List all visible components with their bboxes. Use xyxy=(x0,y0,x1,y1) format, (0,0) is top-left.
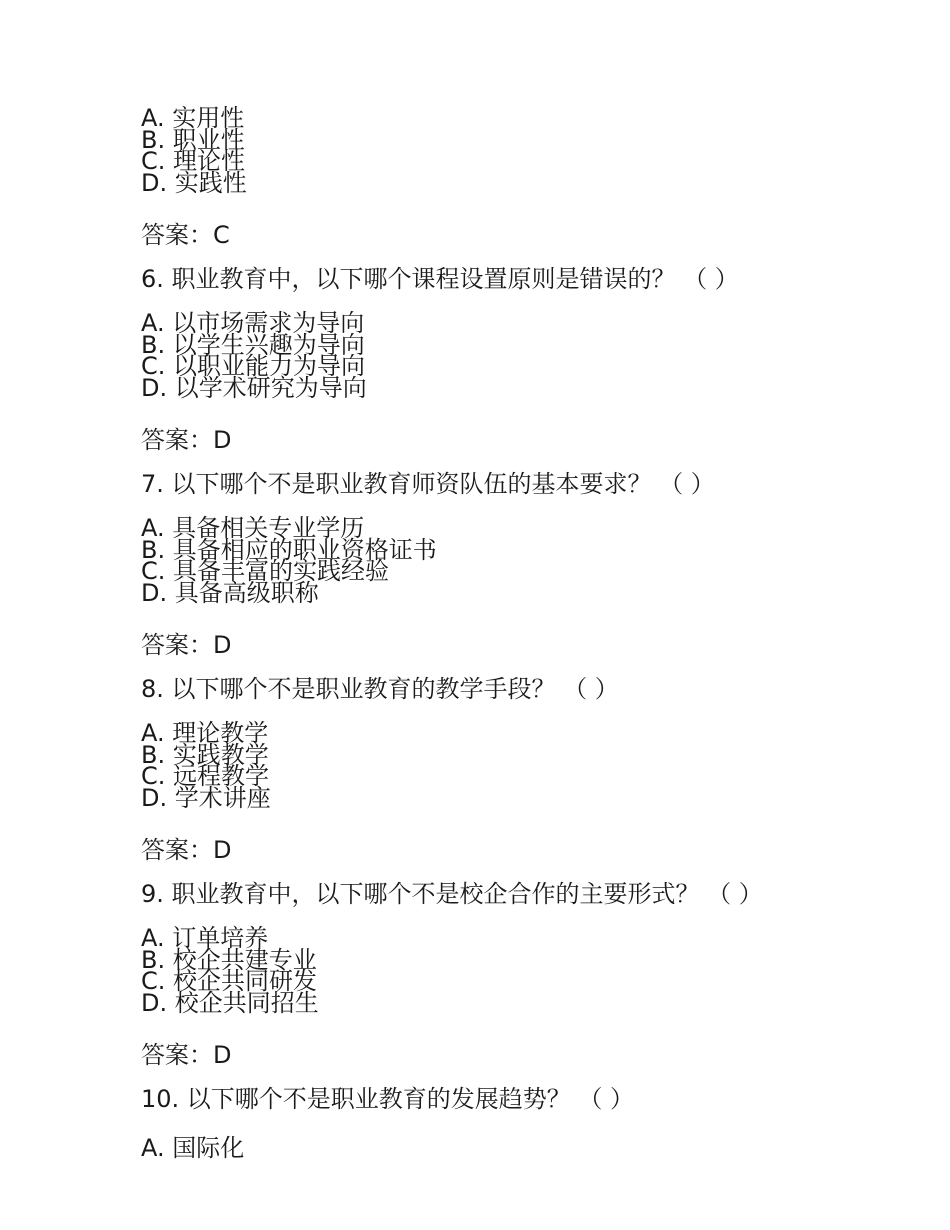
option-a: A. 国际化 xyxy=(141,1134,245,1162)
option-list xyxy=(141,1133,901,1163)
option-a: A. 订单培养 xyxy=(141,924,269,952)
option-c: C. 校企共同研发 xyxy=(141,967,318,995)
option-list xyxy=(141,309,901,402)
question-block-8 xyxy=(141,674,901,865)
option-d: D. 学术讲座 xyxy=(141,783,271,812)
answer-text: 答案：D xyxy=(141,836,232,864)
question-text: 10. 以下哪个不是职业教育的发展趋势？ （ ） xyxy=(141,1085,635,1113)
option-list xyxy=(141,514,901,607)
question-block-10 xyxy=(141,1084,901,1163)
option-c: C. 远程教学 xyxy=(141,762,270,790)
answer-text: 答案：D xyxy=(141,631,232,659)
option-c: C. 具备丰富的实践经验 xyxy=(141,557,390,585)
question-block-5 xyxy=(141,104,901,250)
answer-text: 答案：D xyxy=(141,1041,232,1069)
option-b: B. 职业性 xyxy=(141,125,245,154)
option-list xyxy=(141,719,901,812)
option-a: A. 实用性 xyxy=(141,104,245,132)
option-b: B. 校企共建专业 xyxy=(141,945,317,974)
option-a: A. 理论教学 xyxy=(141,719,269,747)
option-b: B. 具备相应的职业资格证书 xyxy=(141,535,437,564)
option-c: C. 以职业能力为导向 xyxy=(141,352,366,380)
option-d: D. 以学术研究为导向 xyxy=(141,373,367,402)
question-block-9 xyxy=(141,879,901,1070)
option-list xyxy=(141,924,901,1017)
option-list xyxy=(141,104,901,197)
answer-text: 答案：D xyxy=(141,426,232,454)
option-a: A. 具备相关专业学历 xyxy=(141,514,365,542)
option-d: D. 校企共同招生 xyxy=(141,988,319,1017)
option-b: B. 实践教学 xyxy=(141,740,269,769)
option-a: A. 以市场需求为导向 xyxy=(141,309,365,337)
question-text: 9. 职业教育中，以下哪个不是校企合作的主要形式？ （ ） xyxy=(141,880,763,908)
option-c: C. 理论性 xyxy=(141,147,246,175)
document-page xyxy=(141,104,901,1163)
option-d: D. 实践性 xyxy=(141,168,247,197)
question-text: 8. 以下哪个不是职业教育的教学手段？ （ ） xyxy=(141,675,619,703)
option-d: D. 具备高级职称 xyxy=(141,578,319,607)
question-text: 6. 职业教育中，以下哪个课程设置原则是错误的？ （ ） xyxy=(141,265,739,293)
question-text: 7. 以下哪个不是职业教育师资队伍的基本要求？ （ ） xyxy=(141,470,715,498)
question-block-6 xyxy=(141,264,901,455)
answer-text: 答案：C xyxy=(141,221,230,249)
option-b: B. 以学生兴趣为导向 xyxy=(141,330,365,359)
question-block-7 xyxy=(141,469,901,660)
